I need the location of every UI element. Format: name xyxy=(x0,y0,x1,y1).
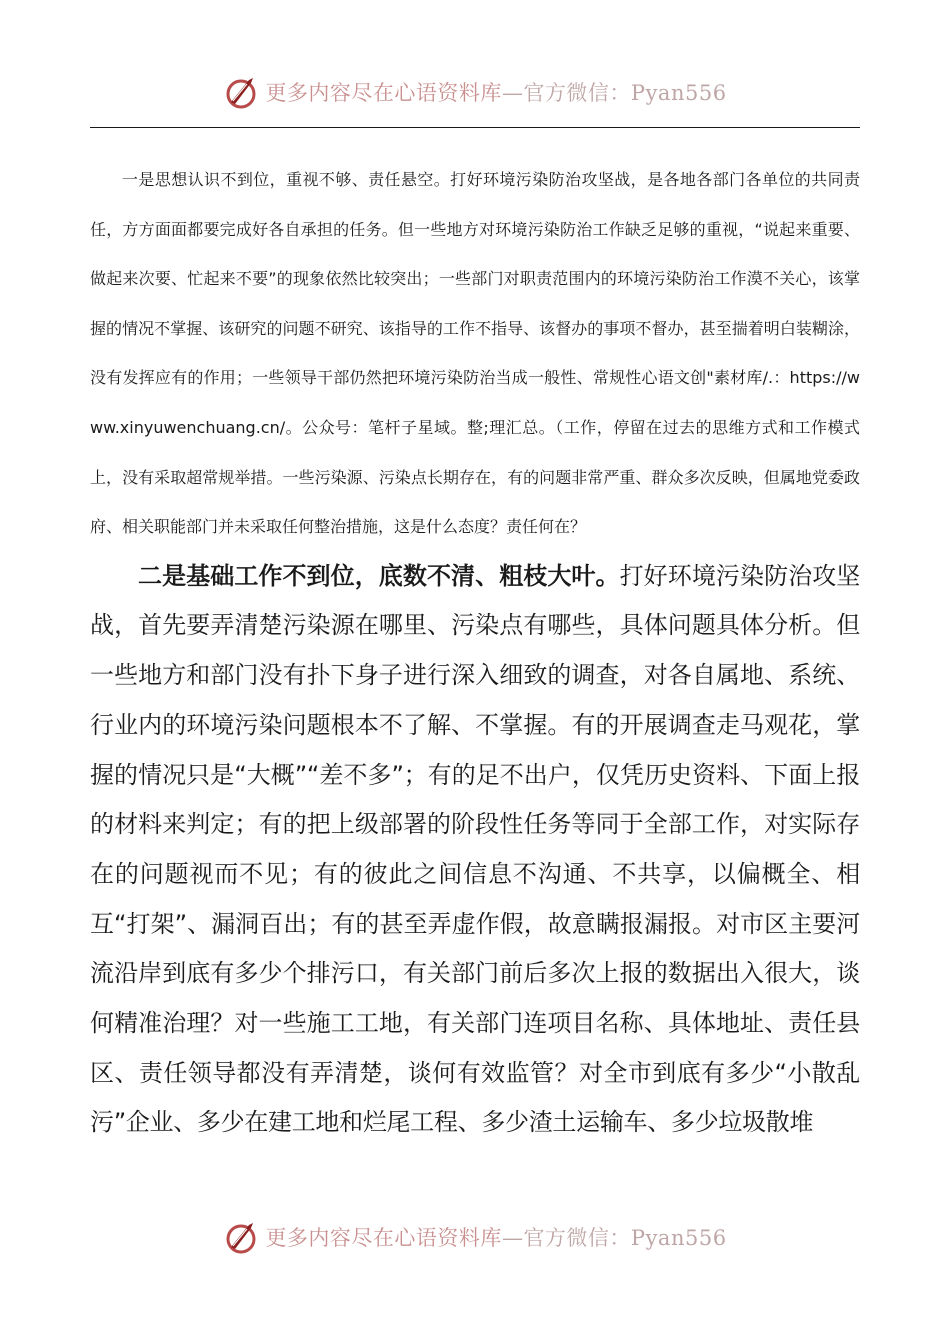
header-divider xyxy=(90,127,860,128)
quill-pen-icon xyxy=(223,1219,259,1255)
paragraph-2 xyxy=(90,552,860,1148)
document-body xyxy=(90,155,860,1148)
quill-pen-icon xyxy=(223,74,259,110)
header-watermark xyxy=(0,70,950,114)
paragraph-2-heading: 二是基础工作不到位，底数不清、粗枝大叶。 xyxy=(138,561,620,590)
paragraph-1: 一是思想认识不到位，重视不够、责任悬空。打好环境污染防治攻坚战，是各地各部门各单位的共同责任，方方面面都要完成好各自承担的任务。但一些地方对环境污染防治工作缺乏足够的重视，“说起来重要、做起来次要、忙起来不要”的现象依然比较突出；一些部门对职责范围内的环境污染防治工作漠不关心，该掌握的情况不掌握、该研究的问题不研究、该指导的工作不指导、该督办的事项不督办，甚至揣着明白装糊涂，没有发挥应有的作用；一些领导干部仍然把环境污染防治当成一般性、常规性心语文创"素材库/.：https://www.xinyuwenchuang.cn/。公众号：笔杆子星域。整;理汇总。（工作，停留在过去的思维方式和工作模式上，没有采取超常规举措。一些污染源、污染点长期存在，有的问题非常严重、群众多次反映，但属地党委政府、相关职能部门并未采取任何整治措施，这是什么态度？责任何在？ xyxy=(90,170,860,537)
header-watermark-text: 更多内容尽在心语资料库—官方微信：Pyan556 xyxy=(265,81,727,105)
footer-watermark-text: 更多内容尽在心语资料库—官方微信：Pyan556 xyxy=(265,1226,727,1250)
footer-watermark xyxy=(0,1215,950,1259)
paragraph-2-text: 打好环境污染防治攻坚战，首先要弄清楚污染源在哪里、污染点有哪些，具体问题具体分析。但一些地方和部门没有扑下身子进行深入细致的调查，对各自属地、系统、行业内的环境污染问题根本不了解、不掌握。有的开展调查走马观花，掌握的情况只是“大概”“差不多”；有的足不出户，仅凭历史资料、下面上报的材料来判定；有的把上级部署的阶段性任务等同于全部工作，对实际存在的问题视而不见；有的彼此之间信息不沟通、不共享，以偏概全、相互“打架”、漏洞百出；有的甚至弄虚作假，故意瞒报漏报。对市区主要河流沿岸到底有多少个排污口，有关部门前后多次上报的数据出入很大，谈何精准治理？对一些施工工地，有关部门连项目名称、具体地址、责任县区、责任领导都没有弄清楚，谈何有效监管？对全市到底有多少“小散乱污”企业、多少在建工地和烂尾工程、多少渣土运输车、多少垃圾散堆 xyxy=(90,561,861,1137)
